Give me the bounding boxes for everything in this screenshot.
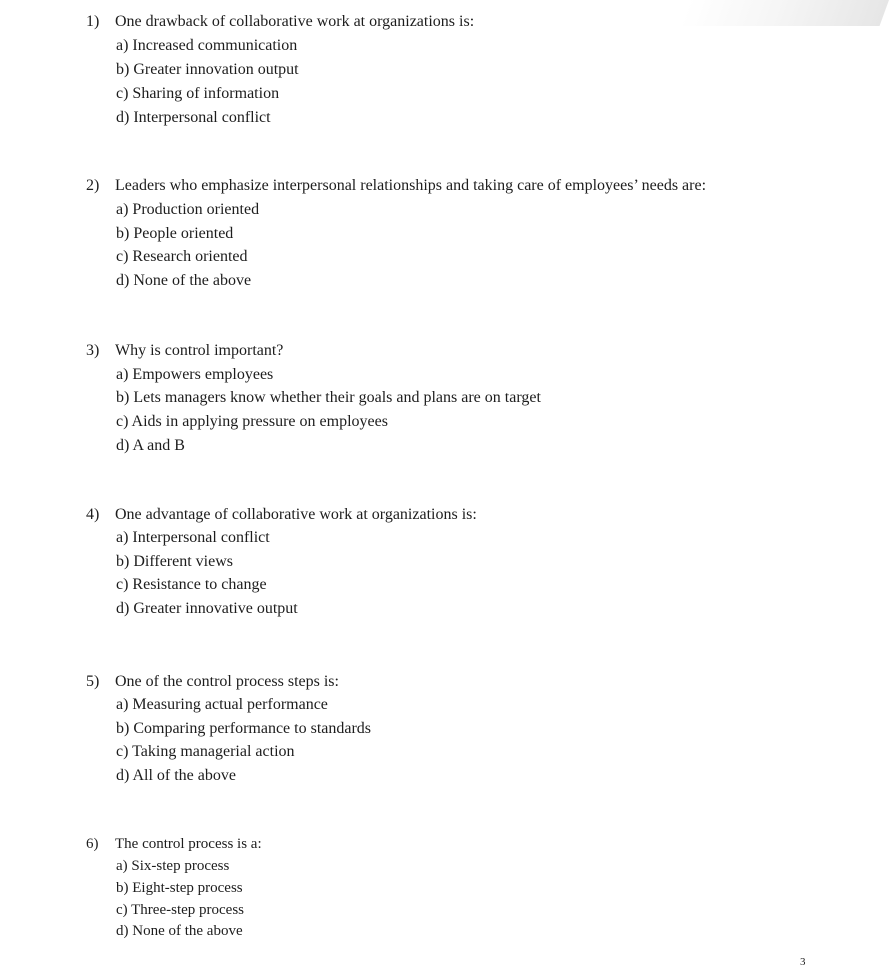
question-number: 3) [86, 342, 100, 359]
option-c: c) Three-step process [116, 902, 244, 918]
question-text: Leaders who emphasize interpersonal relationships and taking care of employees’ needs are: [115, 177, 707, 194]
option-b: b) Eight-step process [116, 880, 243, 896]
question-number: 2) [86, 177, 100, 194]
question-text: One drawback of collaborative work at organizations is: [115, 13, 475, 30]
question-1-stem [86, 12, 474, 32]
option-c: c) Resistance to change [116, 576, 267, 593]
question-number: 5) [86, 673, 100, 690]
option-a: a) Measuring actual performance [116, 696, 328, 713]
page-number: 3 [800, 956, 806, 968]
option-a: a) Interpersonal conflict [116, 529, 270, 546]
option-a: a) Production oriented [116, 201, 260, 218]
question-2-stem [86, 176, 706, 196]
question-6-stem [86, 834, 262, 854]
option-c: c) Research oriented [116, 248, 248, 265]
option-c: c) Taking managerial action [116, 743, 295, 760]
option-c: c) Aids in applying pressure on employees [116, 413, 388, 430]
option-a: a) Six-step process [116, 858, 230, 874]
option-b: b) Lets managers know whether their goals and plans are on target [116, 389, 541, 406]
option-a: a) Empowers employees [116, 366, 274, 383]
question-3-stem [86, 341, 283, 361]
question-4-stem [86, 505, 477, 525]
option-d: d) Interpersonal conflict [116, 109, 271, 126]
question-number: 1) [86, 13, 100, 30]
option-d: d) Greater innovative output [116, 600, 298, 617]
question-5-stem [86, 672, 339, 692]
page-shadow [680, 0, 889, 26]
question-text: One of the control process steps is: [115, 673, 339, 690]
question-number: 4) [86, 506, 100, 523]
option-d: d) None of the above [116, 272, 252, 289]
option-b: b) Comparing performance to standards [116, 720, 372, 737]
option-d: d) A and B [116, 437, 185, 454]
option-b: b) Greater innovation output [116, 61, 299, 78]
question-text: Why is control important? [115, 342, 284, 359]
option-d: d) All of the above [116, 767, 236, 784]
option-b: b) Different views [116, 553, 233, 570]
option-a: a) Increased communication [116, 37, 298, 54]
question-text: The control process is a: [115, 836, 262, 852]
option-d: d) None of the above [116, 923, 243, 939]
question-text: One advantage of collaborative work at organizations is: [115, 506, 477, 523]
option-c: c) Sharing of information [116, 85, 280, 102]
question-number: 6) [86, 836, 99, 852]
option-b: b) People oriented [116, 225, 234, 242]
